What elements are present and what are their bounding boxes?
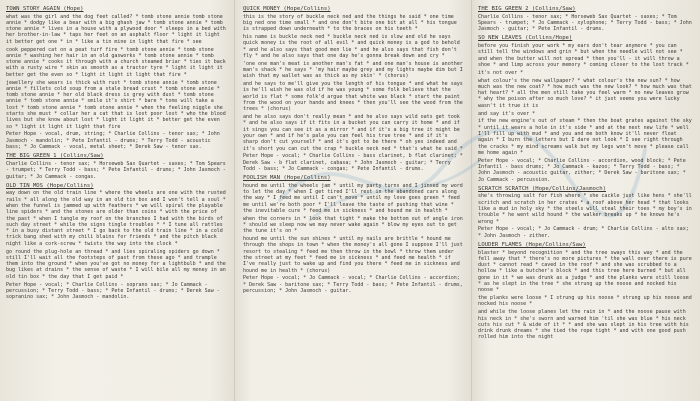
song-title: LOUDER FLAMES (Hope/Collins/Saw): [478, 241, 586, 248]
lyric-paragraph: and he also says don't really mean * and he also says wild oats get took * and he also says if it fits in a bucket you can carry it home * and if it sings you can see it as a mirror * and if it's a big tree it might be your own * and if he's pale you can feel his true tree * and if it's sharp don't cut yourself * and it's got to be there * oh yes indeed and it's short you can cut the crap * buckle neck ned * that's what he said *: [243, 114, 463, 152]
song-title: SCRATCH SCRATCH (Hope/Collins/Jasmoch): [478, 185, 606, 192]
credits: Charlie Collins - tenor sax; * Horseweb Sax Quartet - saxes; * Tom Spears - trumpet; * Jo Cammack - xylophone; * Terry Todd - bass; * John Jasmoch - guitar; * Pete Infantil - drums.: [478, 13, 692, 33]
column-3: [478, 0, 694, 401]
lyric-paragraph: when the corners in * look that tight * make the bottom out of angle iron * should we sleep now we may never wake again * blow my eyes out to get the tune it's on *: [243, 215, 463, 235]
credits: Peter Hope - vocal, drum, string; * Charlie Collins - tenor sax; * John Jasmoch - mandolin; * Pete Infantil - drums; * Terry Todd - acoustic bass; * Jo Cammack - vocal, metal sheet; * Derek Saw - tenor sax.: [6, 131, 220, 151]
credits: Peter Hope - vocal; * Jo Cammack - drum; * Charlie Collins - alto sax; * John Jasmoch - zither.: [478, 226, 689, 239]
lyric-paragraph: hound me until the sun shines * until my nails are brittle * hound me through the shops in town * when the money's all gone I suppose I'll just resort to stealing * feed me then throw in the bowl * throw them under the street at my feet * feed me in sickness * and feed me health * if I've really just to wake up and find you there * feed me in sickness and hound me in health * (chorus): [243, 236, 463, 274]
song-so-new-leaves: [478, 35, 694, 182]
lyric-paragraph: before you finish your work * my ears don't tear anymore * you can still tell the windows and grin * but when the needle will not see * and when the butter will not spread * then you'll - it will throw a shoe * and limp across your memory * coming closer to the lost track *: [478, 43, 689, 68]
lyric-paragraph: and while the loose planes let the rain in * and the noose pause with his neck in * she's sworn and warned him 'til she was blue * his neck cuts his cut * & wide of it * * and she was slept in his tree with his drink drunk dreams * she tied the rope tight * and with one good push rolled him into the night: [478, 309, 689, 341]
song-foolish-man: [243, 175, 465, 294]
lyric-paragraph: what was the girl and the dog feet called? * tomb stone annie tomb stone annie * dodgy like a bear with a big ghash jaw * tomb stone annie * tomb stone annie * lives in a house with a plywood door * sleeps in a bed with her brother-in-law * taps her feet on an asphalt floor * light it light it better get one * in * like a tin mine in light that fire * see: [6, 13, 226, 45]
fold-line-right: [471, 0, 472, 401]
lyric-paragraph: it's not over *: [478, 69, 524, 76]
credits: Peter Hope - vocal; * Charlie Collins - accordion, wood block; * Pete Infantil - bass drums; * Jo Cammack - kazoo; * Terry Todd - bass; * John Jasmoch - acoustic guitar, zither; * Derek Saw - baritone sax; * Jo Cammack - percussion.: [478, 157, 686, 183]
credits: Peter Hope - vocal; * Charlie Collins - bass clarinet, b flat clarinet; * Derek Saw - b flat clarinet, cabasa; * John Jasmoch - guitar; * Terry Todd - bass; * Jo Cammack - congas; * Pete Infantil - drums.: [243, 153, 463, 172]
lyric-paragraph: way down on the old train line * where the wheels are one with the rusted rails * all along the old way in an old tin box and I won't tell a soul * when the funnel is jammed up with feathers * we will spiral the playable line spiders * and the stones are older than coins * with the price of the past * when I tangle my roof on the branches I had with the birds of such day street * while the signs tingle troubles * * I tune all rattles * in a busy distant street * I go back to the old train line * in a cold trick bang shed with my chili blains for friends * and the pitch black night like a cork-screw * twists the way into the clock *: [6, 190, 226, 247]
song-title: TOWN STORY AGAIN (Hope): [6, 6, 84, 12]
lyric-paragraph: hound me until the wheels jam * until my party turns and I jinxed my word to let the day * when I get tired I'll rest in the abandoned cars along the way * I feed me until I can't move * until my love goes green * feed me until we're both poor * I'll leave the taste of pushing that wine * the inevitable cure * feed me in sickness * and hound me in health *: [243, 182, 463, 214]
lyric-paragraph: his name is buckle neck ned * buckle neck ned is slow and old he says quick money is the root of all evil * and quick money is a god to behold * and he also says that good men lie * and he also says that fish don't fly * and he also says that one day he's gonna break down and cry *: [243, 33, 460, 59]
song-title: OLD TIN MOS (Hope/Collins): [6, 182, 94, 189]
column-2: [243, 0, 465, 401]
credits: Peter Hope - vocal; * Jo Cammack - vocal; * Charlie Collins - accordion; * Derek Saw - baritone sax; * Terry Todd - bass; * Pete Infantil - drums, percussion; * John Jasmoch - guitar.: [243, 275, 463, 295]
song-louder-flames: [478, 242, 694, 341]
fold-line-left: [234, 0, 235, 401]
credits: Charlie Collins - tenor sax; * Horseweb Sax Quartet - saxes; * Tom Spears - trumpet; * Terry Todd - bass; * Pete Infantil - drums; * John Jasmoch - guitar; * Jo Cammack - congas.: [6, 160, 226, 180]
credits: Peter Hope - vocal; * Charlie Collins - soprano sax; * Jo Cammack - percussion; * Terry Todd - bass; * Pete Infantil - drums; * Derek Saw - sopranino sax; * John Jasmoch - mandolin.: [6, 281, 220, 301]
lyric-paragraph: 'one one man's meat is another man's fat * and one man's house is another man's shack * he says * 'my hair maybe grey and my lights maybe dim but I wish that my wallet was as thick as my skin' * (chorus): [243, 60, 463, 80]
song-quick-money: [243, 6, 465, 172]
lyric-paragraph: if the new engine's out of steam * then the boat grates against the sky * until it wears a hole in it's side * and at the next new life * well I'll fill up with mud * and you and me both know it'll never float again * I burn the letters but I dare not look * I see right through the cracks * my mind screams walk but my legs won't move * please call me home again *: [478, 118, 692, 156]
song-title: THE BIG GREEN 1 (Collins/Saw): [6, 153, 104, 160]
lyric-paragraph: this is the story of buckle neck ned and the things he said * one time big ned one time small * and one don't bite one bit at all * his tongue is strapped down underneath * to the braces on his teeth *: [243, 13, 457, 33]
song-the-big-green-1: [6, 153, 228, 179]
song-old-tin-mos: [6, 183, 228, 301]
song-title: FOOLISH MAN (Hope/Collins): [243, 175, 331, 182]
lyric-paragraph: jewellery she wears is thick with rust * tomb stone annie * tomb stone annie * fillets cold soup from a stale bread crust * tomb stone annie * tomb stone annie * her old black dress is grey with dust * tomb stone annie * tomb stone annie * smile it's shirt * bare * toms will take a lost * tomb stone annie * tomb stone annie * when the feeling niggle she starts she must * collar her a cat that is lost poor lost * who the blood lives but she know about lost * light it light it * better get the even so * light it light it light that fire: [6, 79, 226, 130]
lyric-paragraph: the planks were loose * I strung up his noose * strung up his noose and nocked his noose *: [478, 295, 692, 308]
song-title: QUICK MONEY (Hope/Collins): [243, 6, 331, 12]
column-1: [6, 0, 228, 401]
lyric-paragraph: go round the plug-hole an thread * and lies spiraling spiders go down * still I'll wait all the footsteps of past from these ago * and trample them into the ground * when you've got no money for a lightbulb * and the bug likes at drains * the sense of waste * I will bile all my money in an old tin box * the day that I get paid *: [6, 248, 226, 280]
song-title: SO NEW LEAVES (Collins/Hope): [478, 35, 573, 42]
song-town-story-again: [6, 6, 228, 150]
lyric-paragraph: cook peppered cat on a peat turf fire * tomb stone annie * tomb stone annie * washing her hair in an old gasworks * tomb stone annie * tomb stone annie * cooks it through with a church steamed briar * ties it back with a rusty wire * skin as smooth as a tractor tyre * light it light it better get the even so * light it light it light that fire *: [6, 46, 226, 78]
lyric-paragraph: and he says to me'll give you the length of his tongue * and what he says is he'll wish he was old if he was young * some folk believe that the world is flat * some folk'd argue that white was black * start the paint from the wood on your hands and knees * then you'll see the wood from the trees * (chorus): [243, 81, 463, 113]
song-title: THE BIG GREEN 2 (Collins/Saw): [478, 6, 576, 12]
song-the-big-green-2: [478, 6, 694, 32]
song-scratch-scratch: [478, 186, 694, 239]
lyric-paragraph: she's throwing salt for fish where * she cackle just like hens * she'll scritch and scratch in her crates * a roof above her head * that looks like a mud in holy sky * the steels will steal their toes * my boy's in trouble * he went wild hound * the walker breaks up * he knows he's wrong *: [478, 193, 692, 225]
lyric-paragraph: blaster * beyond recognition * and the tree sways this way * and the fell away that * there's no more pictures * the wall over there is pure dust * cannot read * caved in the roof * and she was scrubbed to a hollow * like a butcher's block * and this tree here burned * but all gone in it * we was drunk as a judge * and the planks were still loose * as he slept in the tree * she strung up the noose and nocked his noose *: [478, 249, 692, 294]
lyric-paragraph: what colour's the new wallpaper? * what colour's the new sun? * how much was the new coat? * how much was the new look? * how much was that hat heart? * all the men still take you feel warm * no new leaves grow * why the poison after so much love? * it just seems you were lucky wasn't it true it is: [478, 77, 692, 109]
lyric-paragraph: and say it's over *: [478, 110, 536, 117]
